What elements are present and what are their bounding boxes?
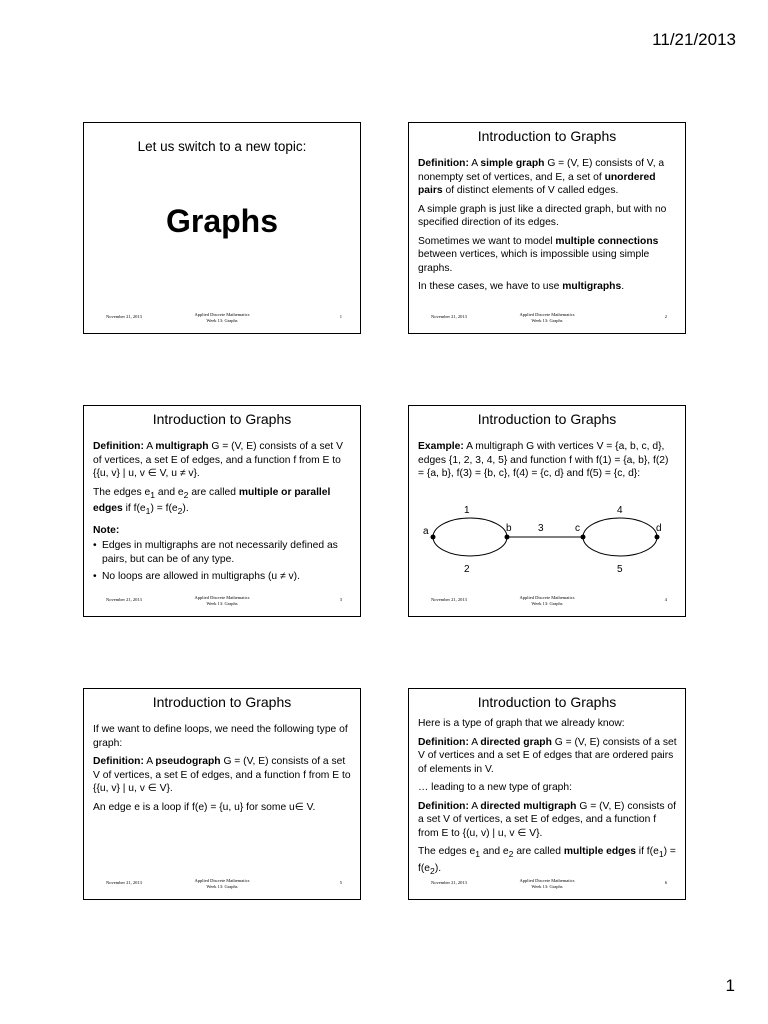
paragraph <box>418 845 677 878</box>
slide-1 <box>83 122 361 334</box>
text-run: ). <box>182 503 189 515</box>
vertex-label-c: c <box>575 523 580 534</box>
bold-term: multigraphs <box>562 281 622 292</box>
page-number: 1 <box>725 976 735 995</box>
definition-paragraph <box>93 755 352 796</box>
slide-6 <box>408 688 686 900</box>
slide-3 <box>83 405 361 617</box>
text-run: G = (V, E) consists of a set V of vertices, a set E of edges, and a function f from E to {{u, v} | u, v ∈ V}. <box>93 756 351 794</box>
footer-course-name: Applied Discrete Mathematics <box>194 878 250 883</box>
footer-date: November 21, 2013 <box>106 314 142 319</box>
edge-label-3: 3 <box>538 523 544 534</box>
footer-date: November 21, 2013 <box>431 597 467 602</box>
vertex-b <box>505 535 510 540</box>
slide-footer <box>409 312 685 328</box>
edge-label-4: 4 <box>617 505 623 516</box>
text-run: and e <box>480 846 509 857</box>
paragraph <box>418 280 677 294</box>
text-run: and e <box>155 486 184 498</box>
note-heading <box>93 524 352 538</box>
graph-edge-pair-ab <box>433 518 507 556</box>
multigraph-diagram <box>409 502 685 577</box>
bold-term: Definition: <box>418 800 469 812</box>
definition-paragraph <box>418 157 677 198</box>
example-paragraph <box>418 440 677 481</box>
subscript: 2 <box>177 506 183 517</box>
text-run: ) = f(e <box>150 503 178 515</box>
text-run: In these cases, we have to use <box>418 281 563 292</box>
vertex-d <box>655 535 660 540</box>
text-run: A <box>468 800 481 812</box>
footer-course <box>409 878 685 890</box>
vertex-label-a: a <box>423 526 429 537</box>
footer-slide-number: 5 <box>339 880 342 885</box>
subscript: 1 <box>475 849 481 860</box>
text-run: . <box>621 281 625 292</box>
footer-course-name: Applied Discrete Mathematics <box>519 878 575 883</box>
bold-term: Definition: <box>418 158 469 169</box>
definition-paragraph <box>418 800 677 841</box>
text-run: ). <box>434 862 442 874</box>
slide-footer <box>84 595 360 611</box>
text-run: A multigraph G with vertices V = {a, b, c, d}, edges {1, 2, 3, 4, 5} and function f with f(1) = {a, b}, f(2) = {a, b}, f(3) = {b, c}, f(4) = {c, d} and f(5) = {c, d}: <box>418 441 669 479</box>
bold-term: pseudograph <box>155 756 221 767</box>
vertex-label-b: b <box>506 523 512 534</box>
subscript: 2 <box>183 489 189 500</box>
edge-label-2: 2 <box>464 564 470 575</box>
slide-5 <box>83 688 361 900</box>
footer-slide-number: 2 <box>664 314 667 319</box>
slide-title: Introduction to Graphs <box>152 411 292 427</box>
text-run: G = (V, E) consists of a set V of vertices, a set E of edges, and a function f from E to {{u, v} | u, v ∈ V, u ≠ v}. <box>93 441 343 479</box>
bold-term: multiple connections <box>555 235 659 247</box>
bold-term: directed multigraph <box>480 800 577 812</box>
bold-term: multiple or parallel edges <box>93 486 331 515</box>
vertex-c <box>581 535 586 540</box>
footer-week: Week 13: Graphs <box>531 318 563 323</box>
slide-body <box>418 717 677 883</box>
bold-term: simple graph <box>480 158 545 169</box>
paragraph: If we want to define loops, we need the following type of graph: <box>93 724 348 749</box>
bold-term: directed graph <box>480 736 552 748</box>
text-run: The edges e <box>418 846 476 857</box>
subscript: 1 <box>150 489 156 500</box>
text-run: are called <box>513 846 564 857</box>
footer-slide-number: 3 <box>339 597 342 602</box>
subscript: 1 <box>658 849 664 860</box>
paragraph <box>93 486 352 519</box>
edge-label-1: 1 <box>464 505 470 516</box>
text-run: G = (V, E) consists of V, a nonempty set of vertices, and E, a set of <box>418 158 665 183</box>
text-run: A <box>143 441 156 452</box>
footer-week: Week 13: Graphs <box>206 318 238 323</box>
slide-title: Introduction to Graphs <box>152 694 292 710</box>
bold-term: Definition: <box>93 756 144 767</box>
footer-date: November 21, 2013 <box>106 597 142 602</box>
text-run: The edges e <box>93 486 151 498</box>
definition-paragraph <box>418 736 677 777</box>
slide-body <box>93 440 352 589</box>
slide-footer <box>84 878 360 894</box>
slide-intro-text: Let us switch to a new topic: <box>137 139 307 154</box>
subscript: 1 <box>145 506 151 517</box>
bullet-list <box>93 539 352 584</box>
page-date: 11/21/2013 <box>652 30 736 49</box>
list-item: • No loops are allowed in multigraphs (u ≠ v). <box>93 570 352 584</box>
paragraph: … leading to a new type of graph: <box>418 782 572 793</box>
text-run: ) = f(e <box>418 846 676 874</box>
bold-term: Example: <box>418 441 464 452</box>
footer-course <box>409 312 685 324</box>
slide-footer <box>84 312 360 328</box>
bold-term: unordered pairs <box>418 171 656 196</box>
footer-week: Week 13: Graphs <box>531 601 563 606</box>
footer-slide-number: 4 <box>664 597 667 602</box>
paragraph: A simple graph is just like a directed graph, but with no specified direction of its edges. <box>418 203 667 228</box>
vertex-a <box>431 535 436 540</box>
footer-course-name: Applied Discrete Mathematics <box>519 312 575 317</box>
slide-4 <box>408 405 686 617</box>
footer-week: Week 13: Graphs <box>206 601 238 606</box>
vertex-label-d: d <box>656 523 662 534</box>
text-run: between vertices, which is impossible using simple graphs. <box>418 249 650 274</box>
bold-term: multiple edges <box>563 846 636 857</box>
footer-course-name: Applied Discrete Mathematics <box>519 595 575 600</box>
footer-course <box>409 595 685 607</box>
slide-footer <box>409 595 685 611</box>
footer-course <box>84 878 360 890</box>
footer-week: Week 13: Graphs <box>206 884 238 889</box>
paragraph: An edge e is a loop if f(e) = {u, u} for some u∈ V. <box>93 801 316 813</box>
footer-slide-number: 6 <box>664 880 667 885</box>
edge-label-5: 5 <box>617 564 623 575</box>
slide-body <box>93 723 352 819</box>
footer-date: November 21, 2013 <box>106 880 142 885</box>
paragraph <box>418 235 677 276</box>
slide-big-title: Graphs <box>165 203 279 239</box>
slide-body <box>418 157 677 299</box>
slide-2 <box>408 122 686 334</box>
subscript: 2 <box>508 849 514 860</box>
text-run: G = (V, E) consists of a set V of vertices and a set E of edges that are ordered pairs of elements in V. <box>418 736 677 775</box>
bold-term: Definition: <box>418 736 469 748</box>
bold-term: Note: <box>93 524 120 536</box>
slide-title: Introduction to Graphs <box>477 128 617 144</box>
footer-date: November 21, 2013 <box>431 314 467 319</box>
list-item: • Edges in multigraphs are not necessarily defined as pairs, but can be of any type. <box>93 539 352 566</box>
footer-slide-number: 1 <box>339 314 342 319</box>
paragraph: Here is a type of graph that we already know: <box>418 718 625 729</box>
slide-title: Introduction to Graphs <box>477 411 617 427</box>
footer-course <box>84 595 360 607</box>
text-run: are called <box>188 486 239 498</box>
subscript: 2 <box>430 865 435 876</box>
text-run: A <box>143 756 156 767</box>
slide-title: Introduction to Graphs <box>477 694 617 710</box>
text-run: if f(e <box>122 503 146 515</box>
footer-date: November 21, 2013 <box>431 880 467 885</box>
text-run: G = (V, E) consists of a set V of vertices, a set E of edges, and a function f from E to {(u, v) | u, v ∈ V}. <box>418 800 676 839</box>
footer-week: Week 13: Graphs <box>531 884 563 889</box>
text-run: if f(e <box>635 846 659 857</box>
bold-term: multigraph <box>155 441 209 452</box>
text-run: of distinct elements of V called edges. <box>442 185 619 196</box>
bold-term: Definition: <box>93 441 144 452</box>
footer-course <box>84 312 360 324</box>
slide-footer <box>409 878 685 894</box>
footer-course-name: Applied Discrete Mathematics <box>194 312 250 317</box>
definition-paragraph <box>93 440 352 481</box>
slide-body <box>418 440 677 486</box>
text-run: A <box>468 158 481 169</box>
footer-course-name: Applied Discrete Mathematics <box>194 595 250 600</box>
text-run: Sometimes we want to model <box>418 235 556 247</box>
graph-edge-pair-cd <box>583 518 657 556</box>
text-run: A <box>468 736 481 748</box>
